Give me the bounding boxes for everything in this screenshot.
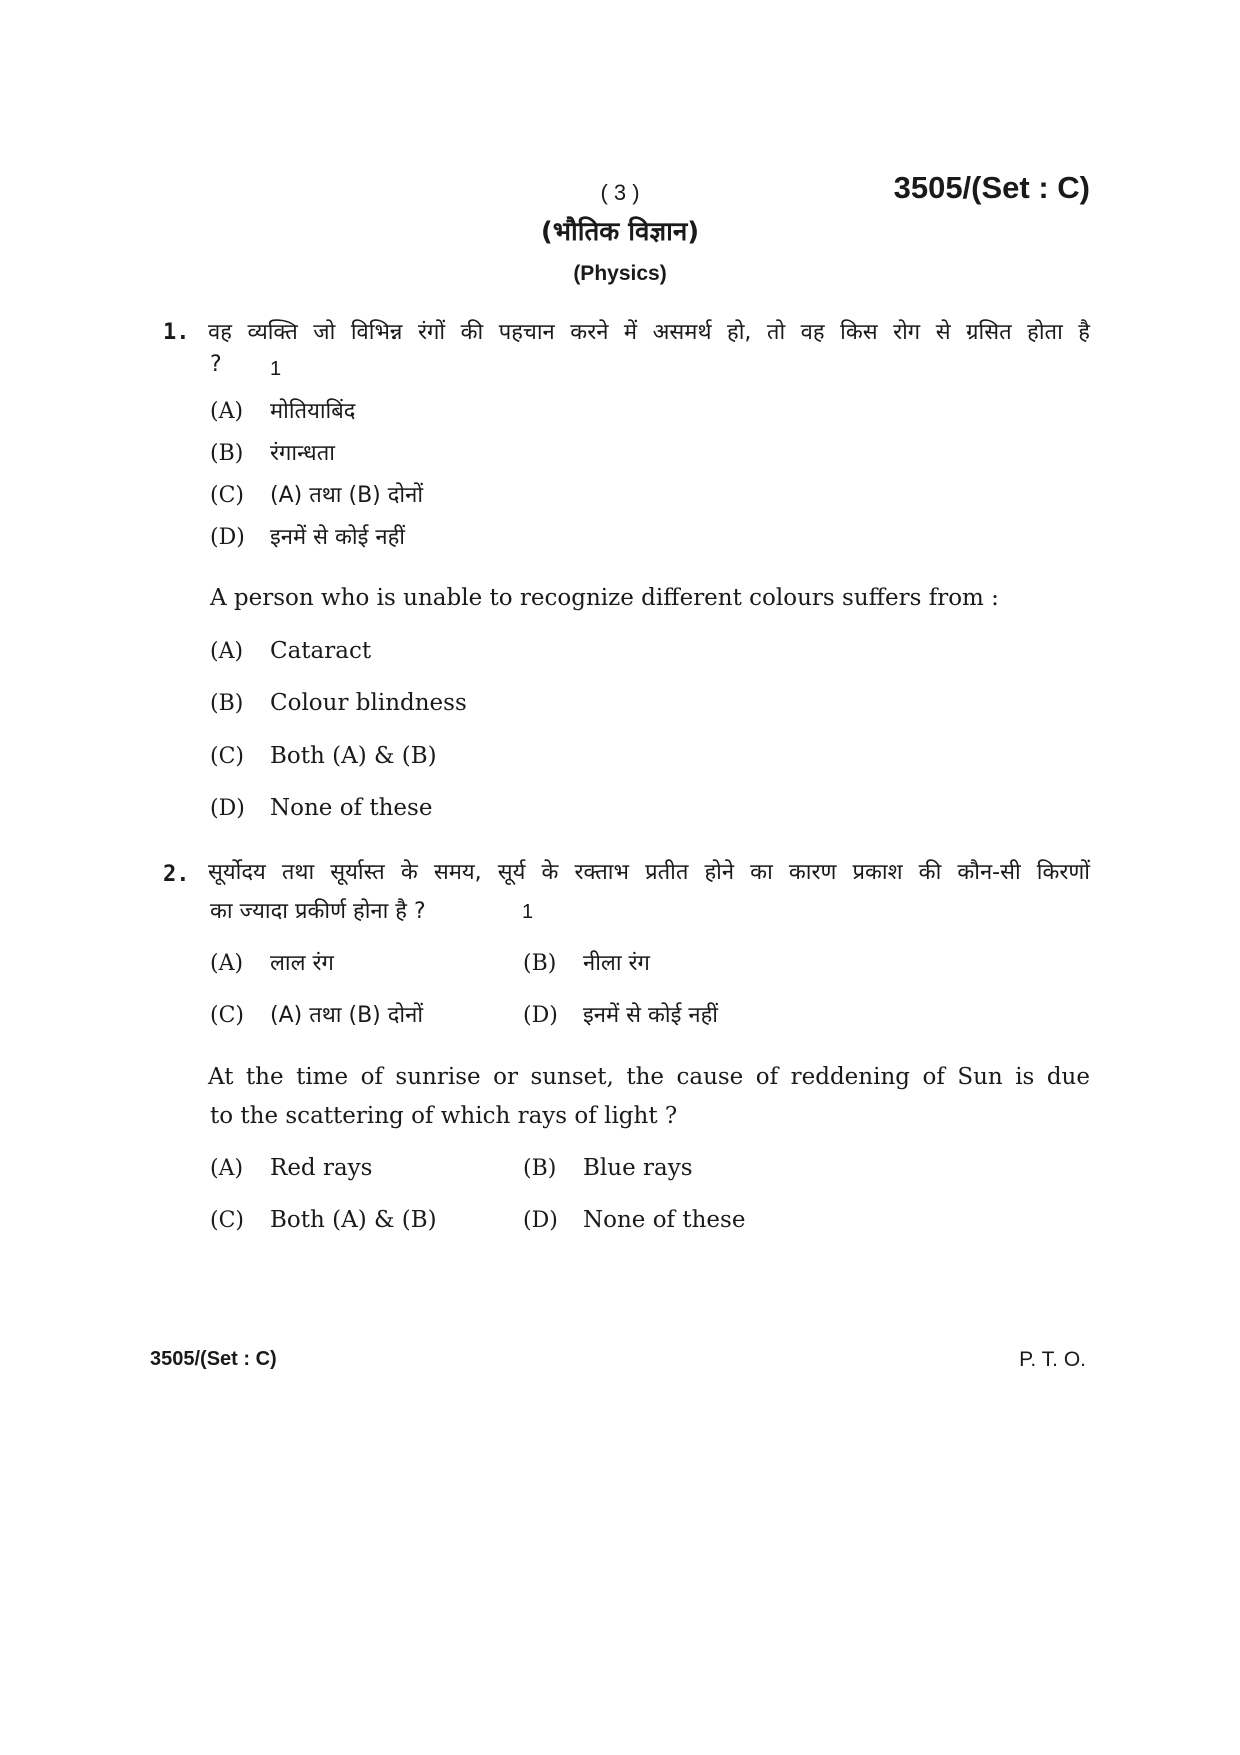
option-label: (A)	[210, 951, 244, 976]
option-text: Both (A) & (B)	[270, 743, 437, 769]
paper-code: 3505/(Set : C)	[893, 170, 1090, 205]
option-a-english	[210, 638, 371, 664]
option-label: (A)	[210, 639, 244, 664]
option-c-hindi	[210, 479, 423, 509]
option-label: (B)	[210, 441, 244, 466]
option-text: None of these	[270, 795, 433, 821]
option-text: Red rays	[270, 1155, 373, 1181]
option-text: Cataract	[270, 638, 372, 664]
option-label: (C)	[210, 1003, 244, 1028]
question-text-english: At the time of sunrise or sunset, the cause of reddening of Sun is due	[208, 1064, 1090, 1090]
option-d-hindi	[210, 521, 405, 551]
option-text: नीला रंग	[583, 951, 650, 976]
option-text: इनमें से कोई नहीं	[583, 1003, 719, 1028]
page-number: ( 3 )	[600, 180, 640, 205]
option-d-english	[210, 795, 432, 821]
question-marks: 1	[522, 901, 534, 923]
option-c-english	[210, 743, 437, 769]
question-text-hindi-cont: ?	[210, 352, 222, 377]
option-text: रंगान्धता	[270, 441, 335, 466]
option-label: (A)	[210, 399, 244, 424]
option-text: None of these	[583, 1207, 746, 1233]
option-d-hindi	[523, 999, 718, 1029]
subject-title-english: (Physics)	[573, 262, 667, 285]
option-b-hindi	[523, 947, 650, 977]
option-label: (C)	[210, 1208, 244, 1233]
option-c-english	[210, 1207, 437, 1233]
option-d-english	[523, 1207, 745, 1233]
option-a-hindi	[210, 947, 334, 977]
question-text-english: A person who is unable to recognize different colours suffers from :	[210, 585, 999, 611]
question-text-hindi: वह व्यक्ति जो विभिन्न रंगों की पहचान करने में असमर्थ हो, तो वह किस रोग से ग्रसित होता है	[208, 320, 1090, 345]
option-text: (A) तथा (B) दोनों	[270, 483, 424, 508]
question-number: 2.	[163, 862, 190, 887]
option-label: (A)	[210, 1156, 244, 1181]
pto-label: P. T. O.	[1019, 1348, 1086, 1371]
option-text: Blue rays	[583, 1155, 693, 1181]
option-text: Both (A) & (B)	[270, 1207, 437, 1233]
option-label: (D)	[523, 1208, 558, 1233]
option-text: Colour blindness	[270, 690, 467, 716]
option-label: (D)	[210, 796, 245, 821]
option-label: (C)	[210, 483, 244, 508]
option-a-hindi	[210, 395, 356, 425]
option-a-english	[210, 1155, 372, 1181]
option-label: (B)	[523, 951, 557, 976]
option-label: (B)	[523, 1156, 557, 1181]
question-text-hindi-cont: का ज्यादा प्रकीर्ण होना है ?	[210, 899, 426, 924]
option-text: लाल रंग	[270, 951, 334, 976]
question-text-hindi: सूर्योदय तथा सूर्यास्त के समय, सूर्य के रक्ताभ प्रतीत होने का कारण प्रकाश की कौन-सी किरणों	[208, 860, 1090, 885]
question-text-english-cont: to the scattering of which rays of light ?	[210, 1103, 678, 1129]
footer-paper-code: 3505/(Set : C)	[150, 1348, 277, 1370]
question-marks: 1	[270, 358, 282, 380]
option-c-hindi	[210, 999, 423, 1029]
option-b-english	[210, 690, 467, 716]
option-b-hindi	[210, 437, 335, 467]
option-label: (C)	[210, 744, 244, 769]
option-text: मोतियाबिंद	[270, 399, 356, 424]
option-label: (B)	[210, 691, 244, 716]
subject-title-hindi: (भौतिक विज्ञान)	[540, 217, 700, 247]
option-b-english	[523, 1155, 693, 1181]
option-text: इनमें से कोई नहीं	[270, 525, 406, 550]
option-label: (D)	[523, 1003, 558, 1028]
option-label: (D)	[210, 525, 245, 550]
option-text: (A) तथा (B) दोनों	[270, 1003, 424, 1028]
question-number: 1.	[163, 320, 190, 345]
